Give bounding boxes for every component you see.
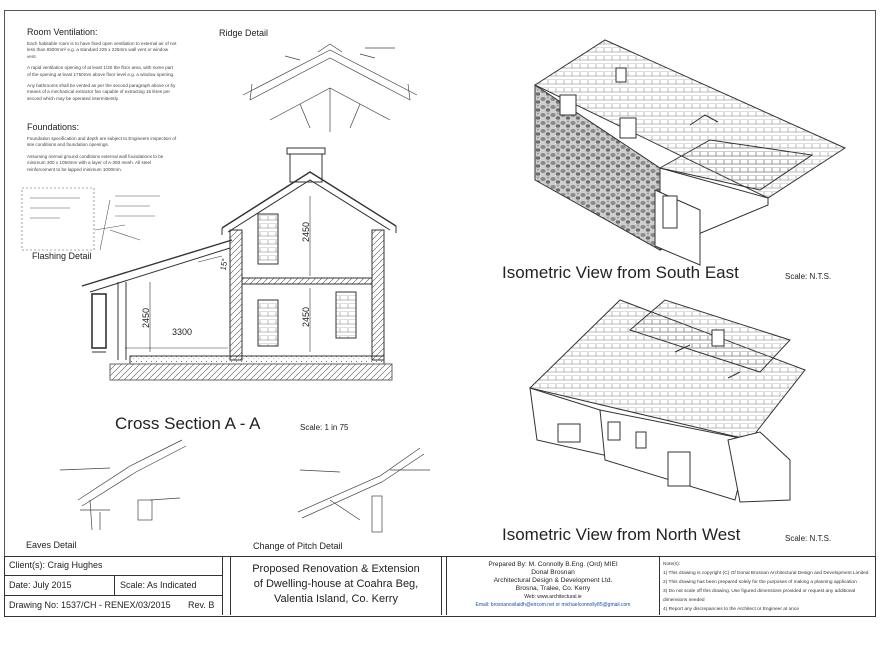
dim-2450-left: 2450 [141, 307, 152, 329]
flashing-detail-drawing [22, 188, 160, 250]
note-3: 3) Do not scale off this drawing. Use figured dimensions provided or request any additional dimensions needed [663, 589, 856, 603]
room-ventilation-heading: Room Ventilation: [27, 27, 98, 37]
foundations-paragraph-1: Foundation specification and depth are subject to Engineers inspection of site conditions and foundation openings. [27, 136, 177, 148]
cross-section-drawing [82, 148, 396, 380]
project-line-2: of Dwelling-house at Coahra Beg, [253, 578, 419, 590]
cross-section-scale: Scale: 1 in 75 [300, 423, 349, 432]
company-web: Web: www.architectural.ie [524, 594, 582, 600]
scale-cell [115, 576, 223, 596]
drawing-scale: Scale: As Indicated [120, 580, 197, 590]
ventilation-paragraph-2: A rapid ventilation opening of at least 1/20 the floor area, with some part of the opening at least 1750mm above floor level e.g. a window opening. [27, 65, 175, 77]
dim-3300: 3300 [172, 327, 193, 337]
change-of-pitch-label: Change of Pitch Detail [253, 541, 343, 551]
ridge-detail-label: Ridge Detail [219, 28, 269, 38]
isometric-nw-scale: Scale: N.T.S. [785, 534, 832, 543]
flashing-detail-label: Flashing Detail [32, 251, 92, 261]
cross-section-title: Cross Section A - A [115, 414, 261, 433]
company-description: Architectural Design & Development Ltd. [493, 577, 613, 584]
notes-cell [663, 560, 871, 614]
isometric-south-east-drawing [535, 40, 845, 265]
eaves-detail-label: Eaves Detail [26, 540, 77, 550]
drawing-number-cell [4, 596, 223, 615]
project-line-3: Valentia Island, Co. Kerry [274, 593, 398, 605]
foundations-heading: Foundations: [27, 122, 80, 132]
drawing-date: Date: July 2015 [9, 580, 72, 590]
date-cell [4, 576, 115, 596]
company-email: Email: brosnanceilaidh@eircom.net or michaelconnolly85@gmail.com [475, 602, 631, 608]
note-2: 2) This drawing has been prepared solely for the purposes of making a planning application [663, 580, 857, 585]
dim-2450-upper: 2450 [301, 221, 312, 243]
isometric-se-scale: Scale: N.T.S. [785, 272, 832, 281]
dim-pitch: 15° [218, 257, 230, 272]
note-4: 4) Report any discrepancies to the Architect or Engineer at once [663, 607, 799, 612]
isometric-nw-title: Isometric View from North West [502, 525, 741, 544]
ridge-detail-drawing [243, 44, 417, 132]
note-1: 1) This drawing is copyright (C) Of Donal Brosnan Architectural Design and Development Limited [663, 571, 869, 576]
project-line-1: Proposed Renovation & Extension [252, 563, 420, 575]
client-cell [4, 556, 223, 576]
dim-2450-lower: 2450 [301, 306, 312, 328]
company-cell [446, 556, 660, 615]
company-address: Brosna, Tralee, Co. Kerry [515, 585, 591, 592]
ventilation-paragraph-3: Any bathrooms shall be vented as per the second paragraph above or by means of a mechanical extractor fan capable of extracting 15 litres per second which may be operated intermittently. [27, 83, 176, 101]
revision: Rev. B [188, 600, 215, 610]
drawing-number: Drawing No: 1537/CH - RENEX/03/2015 [9, 600, 171, 610]
company-name: Donal Brosnan [531, 569, 575, 576]
eaves-detail-drawing [60, 440, 186, 530]
project-cell [230, 556, 442, 615]
ventilation-paragraph-1: Each habitable room is to have fixed open ventilation to external air of not less than 6500mm² e.g. a standard 225 x 225mm wall vent or window vent. [27, 41, 177, 59]
change-of-pitch-drawing [298, 448, 430, 532]
foundations-paragraph-2: Assuming normal ground conditions external wall foundations to be minimum 300 x 1050mm with a layer of A-393 mesh. All steel reinforcement to be lapped minimum 1000mm. [27, 153, 164, 172]
client-name: Client(s): Craig Hughes [9, 560, 103, 570]
isometric-north-west-drawing [530, 300, 805, 502]
notes-heading: Note(s): [663, 562, 681, 567]
isometric-se-title: Isometric View from South East [502, 263, 739, 282]
prepared-by: Prepared By: M. Connolly B.Eng. (Ord) MIEI [488, 561, 618, 568]
